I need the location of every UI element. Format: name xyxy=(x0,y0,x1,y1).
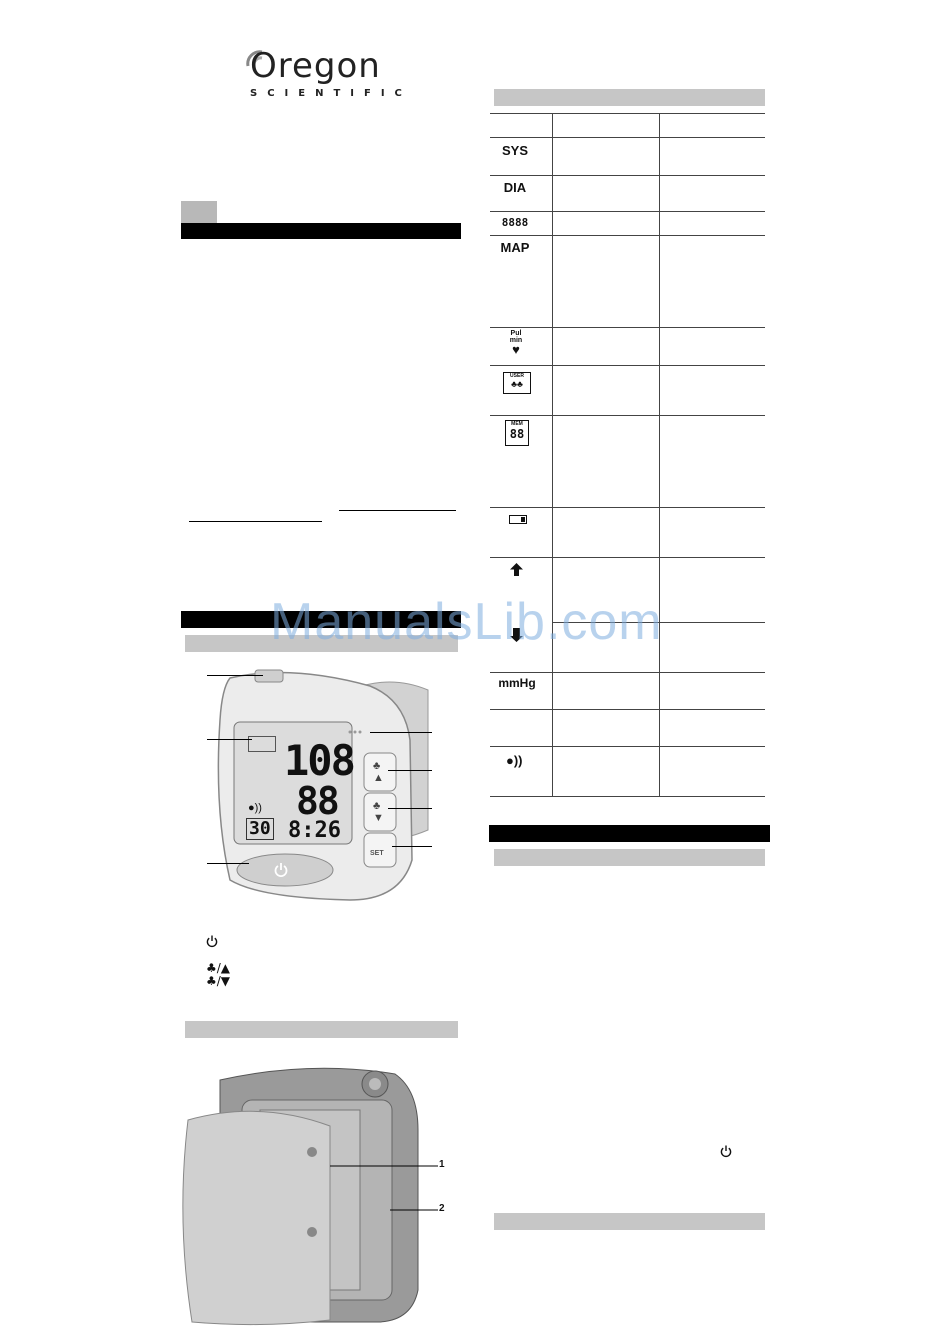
subsection-bar xyxy=(494,1213,765,1230)
battery-icon xyxy=(509,515,527,524)
logo xyxy=(244,44,412,102)
language-tab xyxy=(181,201,217,223)
symbol-mmhg: mmHg xyxy=(498,676,536,690)
device-illustration xyxy=(200,660,440,910)
set-button[interactable]: SET xyxy=(370,850,384,857)
cuff-callout-2: 2 xyxy=(439,1203,445,1214)
callout-line xyxy=(207,863,249,864)
memory-icon: MEM 88 xyxy=(505,420,529,446)
section-header-bar xyxy=(489,825,770,842)
link-underline xyxy=(339,510,456,511)
callout-line xyxy=(207,739,252,740)
symbol-digits: 8888 xyxy=(501,216,529,229)
callout-line xyxy=(388,770,432,771)
cuff-illustration xyxy=(180,1060,450,1340)
pulse-icon: Pul min ♥ xyxy=(509,330,523,357)
symbol-map: MAP xyxy=(500,240,530,255)
symbol-sys: SYS xyxy=(501,143,528,158)
power-icon xyxy=(206,935,218,948)
down-button-icon[interactable]: ♣ ▼ xyxy=(373,800,384,824)
callout-line xyxy=(388,808,432,809)
cuff-callout-1: 1 xyxy=(439,1159,445,1170)
lcd-systolic: 108 xyxy=(284,736,354,785)
lcd-user-box xyxy=(248,736,276,752)
lcd-heart-indicator: ●)) xyxy=(248,802,262,814)
arrow-up-icon xyxy=(510,563,523,576)
subsection-bar xyxy=(494,849,765,866)
section-header-bar xyxy=(181,223,461,239)
lcd-time: 8:26 xyxy=(288,818,341,843)
power-button-icon[interactable] xyxy=(274,862,288,878)
user-icon: USER ♣♣ xyxy=(503,372,531,394)
user2-down-icon: ♣/▼ xyxy=(206,974,231,988)
power-icon xyxy=(720,1145,732,1158)
symbol-dia: DIA xyxy=(503,180,527,195)
user1-up-icon: ♣/▲ xyxy=(206,961,231,975)
watermark: ManualsLib.com xyxy=(270,593,663,651)
logo-subtitle: SCIENTIFIC xyxy=(250,88,412,99)
subsection-bar xyxy=(185,1021,458,1038)
callout-line xyxy=(207,675,263,676)
table-header-bar xyxy=(494,89,765,106)
lcd-diastolic: 88 xyxy=(296,779,338,823)
callout-line xyxy=(392,846,432,847)
irregular-heartbeat-icon: ●)) xyxy=(506,753,523,768)
link-underline xyxy=(189,521,322,522)
callout-line xyxy=(370,732,432,733)
up-button-icon[interactable]: ♣ ▲ xyxy=(373,760,384,784)
lcd-memory: 30 xyxy=(246,818,274,840)
logo-wordmark: Oregon xyxy=(250,46,381,86)
